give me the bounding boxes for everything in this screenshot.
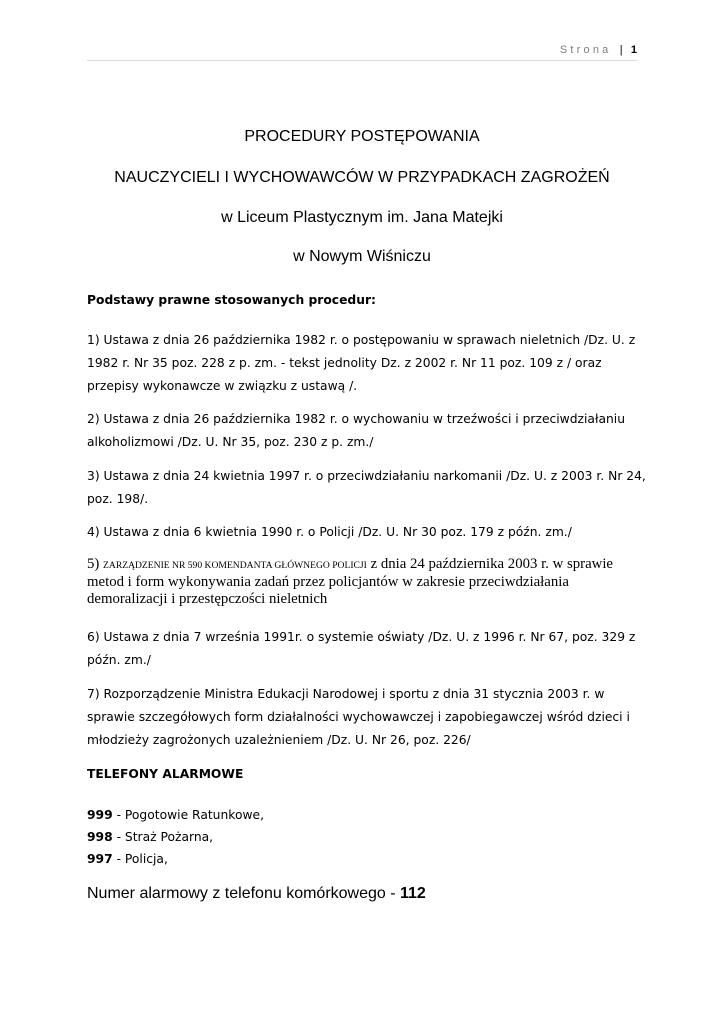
page-header-label: Strona bbox=[559, 44, 612, 56]
title-line-1: PROCEDURY POSTĘPOWANIA bbox=[244, 128, 480, 145]
page-number: 1 bbox=[630, 44, 637, 56]
legal-item-5-smallcaps: ZARZĄDZENIE NR 590 KOMENDANTA GŁÓWNEGO POLICJI bbox=[103, 560, 367, 571]
header-divider bbox=[87, 60, 637, 61]
mobile-alarm-number: 112 bbox=[400, 885, 426, 902]
phone-label: - Pogotowie Ratunkowe, bbox=[112, 808, 265, 822]
legal-item-5 bbox=[87, 556, 647, 608]
legal-item-7: 7) Rozporządzenie Ministra Edukacji Narodowej i sportu z dnia 31 stycznia 2003 r. w sprawie szczegółowych form działalności wychowawczej i zapobiegawczej wśród dzieci i młodzieży zagrożonych uzależnieniem /Dz. U. Nr 26, poz. 226/ bbox=[87, 687, 630, 747]
title-line-4: w Nowym Wiśniczu bbox=[293, 248, 431, 265]
phone-label: - Straż Pożarna, bbox=[112, 830, 214, 844]
legal-item-4: 4) Ustawa z dnia 6 kwietnia 1990 r. o Policji /Dz. U. Nr 30 poz. 179 z późn. zm./ bbox=[87, 525, 572, 539]
mobile-alarm-text: Numer alarmowy z telefonu komórkowego - bbox=[87, 885, 401, 902]
page-header bbox=[560, 44, 637, 56]
phone-fire bbox=[87, 830, 213, 844]
phone-police bbox=[87, 852, 168, 866]
phone-number: 999 bbox=[87, 808, 113, 822]
title-line-2: NAUCZYCIELI I WYCHOWAWCÓW W PRZYPADKACH ZAGROŻEŃ bbox=[114, 169, 610, 186]
legal-basis-heading: Podstawy prawne stosowanych procedur: bbox=[87, 293, 376, 307]
legal-item-3: 3) Ustawa z dnia 24 kwietnia 1997 r. o przeciwdziałaniu narkomanii /Dz. U. z 2003 r. Nr 24, poz. 198/. bbox=[87, 469, 646, 506]
title-line-3: w Liceum Plastycznym im. Jana Matejki bbox=[221, 209, 503, 226]
page-header-separator: | bbox=[619, 44, 623, 56]
alarm-heading: TELEFONY ALARMOWE bbox=[87, 767, 244, 781]
phone-number: 998 bbox=[87, 830, 113, 844]
legal-item-2: 2) Ustawa z dnia 26 października 1982 r. o wychowaniu w trzeźwości i przeciwdziałaniu alkoholizmowi /Dz. U. Nr 35, poz. 230 z p. zm./ bbox=[87, 412, 625, 449]
legal-item-5-rest: z dnia 24 października 2003 r. w sprawie metod i form wykonywania zadań przez policjantów w zakresie przeciwdziałania demoralizacji i przestępczości nieletnich bbox=[87, 556, 613, 607]
phone-label: - Policja, bbox=[112, 852, 168, 866]
legal-item-5-prefix: 5) bbox=[87, 556, 104, 572]
phone-number: 997 bbox=[87, 852, 113, 866]
mobile-alarm-line bbox=[87, 885, 426, 903]
legal-item-6: 6) Ustawa z dnia 7 września 1991r. o systemie oświaty /Dz. U. z 1996 r. Nr 67, poz. 329 z późn. zm./ bbox=[87, 630, 636, 667]
legal-item-1: 1) Ustawa z dnia 26 października 1982 r. o postępowaniu w sprawach nieletnich /Dz. U. z 1982 r. Nr 35 poz. 228 z p. zm. - tekst jednolity Dz. z 2002 r. Nr 11 poz. 109 z / oraz przepisy wykonawcze w związku z ustawą /. bbox=[87, 333, 636, 393]
phone-ambulance bbox=[87, 808, 264, 822]
